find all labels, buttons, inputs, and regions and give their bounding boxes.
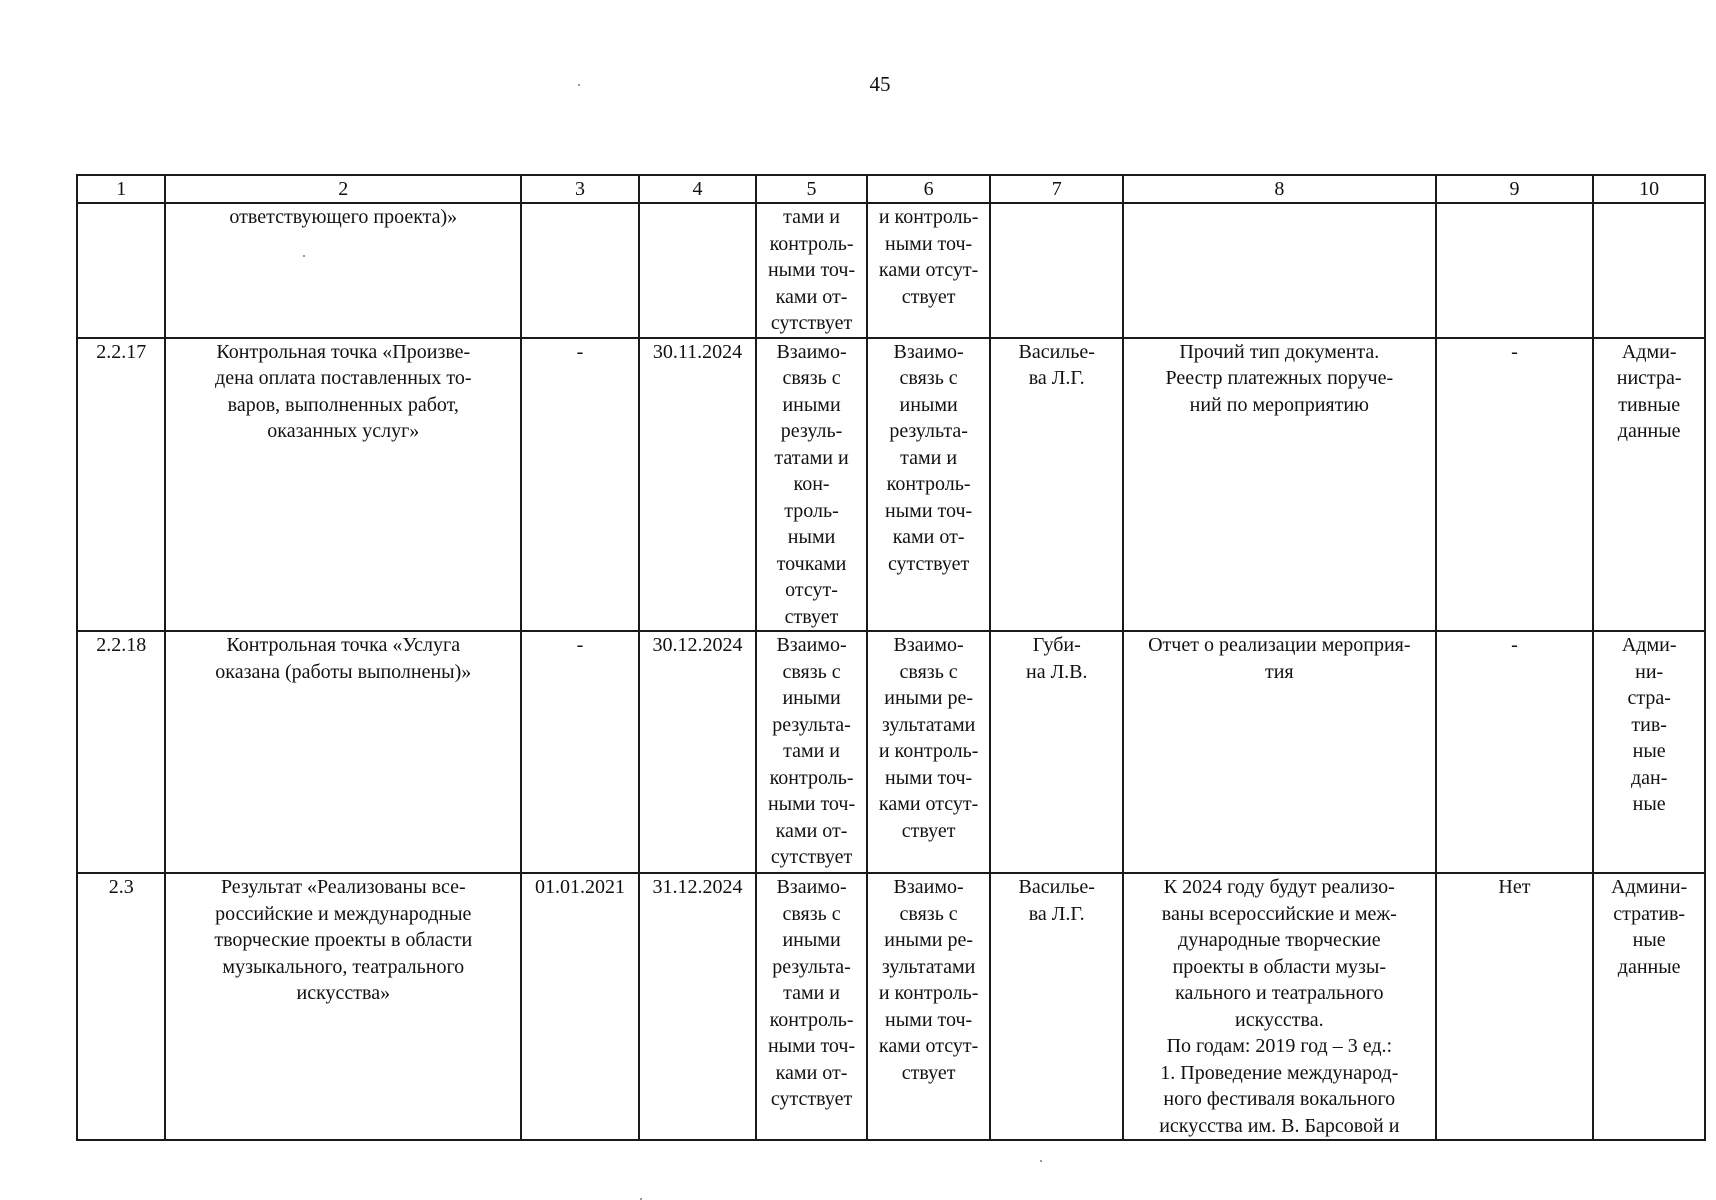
cell-responsible: Губи- на Л.В. xyxy=(990,631,1123,873)
cell-successors: Взаимо- связь с иными ре- зультатами и контроль- ными точ- ками отсут- ствует xyxy=(867,873,991,1140)
cell-result-description xyxy=(1123,203,1436,338)
scan-speck xyxy=(1040,1160,1042,1162)
table-row xyxy=(77,631,1705,873)
cell-predecessors: тами и контроль- ными точ- ками от- сутствует xyxy=(756,203,867,338)
cell-predecessors: Взаимо- связь с иными результа- тами и контроль- ными точ- ками от- сутствует xyxy=(756,873,867,1140)
cell-predecessors: Взаимо- связь с иными резуль- татами и кон- троль- ными точками отсут- ствует xyxy=(756,338,867,632)
cell-name: Контрольная точка «Произве- дена оплата поставленных то- варов, выполненных работ, оказанных услуг» xyxy=(165,338,521,632)
cell-start-date: - xyxy=(521,631,639,873)
cell-responsible xyxy=(990,203,1123,338)
table-header-row xyxy=(77,175,1705,203)
cell-end-date xyxy=(639,203,757,338)
document-table xyxy=(76,174,1706,1141)
cell-end-date: 30.12.2024 xyxy=(639,631,757,873)
cell-number: 2.3 xyxy=(77,873,165,1140)
cell-data-source: Адми- нистра- тивные данные xyxy=(1593,338,1705,632)
column-header: 6 xyxy=(867,175,991,203)
cell-result-description: К 2024 году будут реализо- ваны всероссийские и меж- дународные творческие проекты в области музы- кального и театрального искусства. По годам: 2019 год – 3 ед.: 1. Проведение международ- ного фестиваля вокального искусства им. В. Барсовой и xyxy=(1123,873,1436,1140)
cell-start-date xyxy=(521,203,639,338)
cell-successors: Взаимо- связь с иными ре- зультатами и контроль- ными точ- ками отсут- ствует xyxy=(867,631,991,873)
column-header: 9 xyxy=(1436,175,1594,203)
cell-data-source: Адми- ни- стра- тив- ные дан- ные xyxy=(1593,631,1705,873)
column-header: 4 xyxy=(639,175,757,203)
column-header: 5 xyxy=(756,175,867,203)
column-header: 10 xyxy=(1593,175,1705,203)
cell-successors: Взаимо- связь с иными результа- тами и контроль- ными точ- ками от- сутствует xyxy=(867,338,991,632)
cell-predecessors: Взаимо- связь с иными результа- тами и контроль- ными точ- ками от- сутствует xyxy=(756,631,867,873)
cell-result-description: Отчет о реализации мероприя- тия xyxy=(1123,631,1436,873)
cell-name: ответствующего проекта)» xyxy=(165,203,521,338)
cell-data-source xyxy=(1593,203,1705,338)
cell-gis: - xyxy=(1436,338,1594,632)
cell-name: Контрольная точка «Услуга оказана (работы выполнены)» xyxy=(165,631,521,873)
cell-number: 2.2.17 xyxy=(77,338,165,632)
cell-start-date: - xyxy=(521,338,639,632)
column-header: 8 xyxy=(1123,175,1436,203)
column-header: 7 xyxy=(990,175,1123,203)
cell-name: Результат «Реализованы все- российские и международные творческие проекты в области музыкального, театрального искусства» xyxy=(165,873,521,1140)
column-header: 2 xyxy=(165,175,521,203)
column-header: 1 xyxy=(77,175,165,203)
cell-gis: - xyxy=(1436,631,1594,873)
cell-gis xyxy=(1436,203,1594,338)
cell-gis: Нет xyxy=(1436,873,1594,1140)
table-row xyxy=(77,873,1705,1140)
column-header: 3 xyxy=(521,175,639,203)
cell-start-date: 01.01.2021 xyxy=(521,873,639,1140)
scan-speck xyxy=(303,255,305,257)
cell-data-source: Админи- стратив- ные данные xyxy=(1593,873,1705,1140)
table-row xyxy=(77,203,1705,338)
table-row xyxy=(77,338,1705,632)
scan-speck xyxy=(578,84,580,86)
cell-number: 2.2.18 xyxy=(77,631,165,873)
cell-responsible: Василье- ва Л.Г. xyxy=(990,873,1123,1140)
cell-number xyxy=(77,203,165,338)
cell-end-date: 31.12.2024 xyxy=(639,873,757,1140)
page-number: 45 xyxy=(869,72,891,96)
cell-responsible: Василье- ва Л.Г. xyxy=(990,338,1123,632)
cell-end-date: 30.11.2024 xyxy=(639,338,757,632)
cell-result-description: Прочий тип документа. Реестр платежных поруче- ний по мероприятию xyxy=(1123,338,1436,632)
cell-successors: и контроль- ными точ- ками отсут- ствует xyxy=(867,203,991,338)
